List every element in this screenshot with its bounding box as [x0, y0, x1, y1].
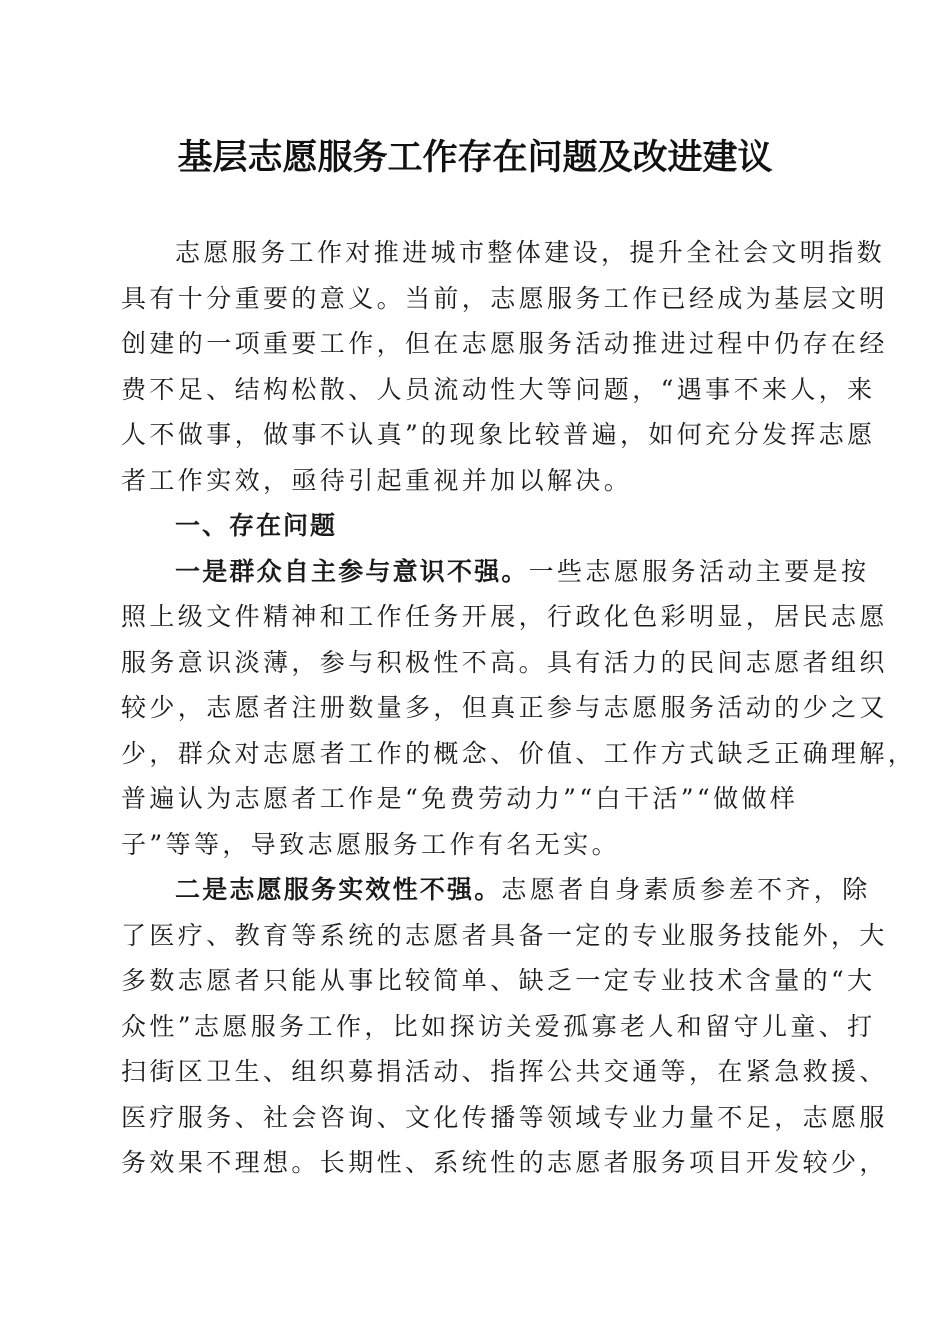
paragraph-first-rest: 一些志愿服务活动主要是按 [528, 556, 870, 586]
paragraph-line: 多数志愿者只能从事比较简单、缺乏一定专业技术含量的“大 [121, 966, 876, 995]
intro-line: 具有十分重要的意义。当前，志愿服务工作已经成为基层文明 [121, 283, 888, 313]
paragraph-lead: 一是群众自主参与意识不强。 [175, 556, 529, 586]
paragraph-line: 照上级文件精神和工作任务开展，行政化色彩明显，居民志愿 [121, 602, 888, 631]
paragraph-line: 众性”志愿服务工作，比如探访关爱孤寡老人和留守儿童、打 [121, 1011, 876, 1041]
problem-paragraph-2 [121, 867, 888, 1186]
paragraph-first-line [121, 867, 871, 913]
paragraph-lead: 二是志愿服务实效性不强。 [175, 875, 502, 904]
intro-line: 人不做事，做事不认真”的现象比较普遍，如何充分发挥志愿 [121, 420, 876, 449]
document-title: 基层志愿服务工作存在问题及改进建议 [177, 137, 773, 178]
intro-line: 志愿服务工作对推进城市整体建设，提升全社会文明指数 [175, 238, 886, 267]
paragraph-line: 较少，志愿者注册数量多，但真正参与志愿服务活动的少之又 [121, 693, 888, 722]
section-heading: 一、存在问题 [175, 511, 338, 540]
intro-line: 者工作实效，亟待引起重视并加以解决。 [121, 465, 633, 495]
paragraph-first-rest: 志愿者自身素质参差不齐，除 [501, 875, 871, 904]
paragraph-line: 务效果不理想。长期性、系统性的志愿者服务项目开发较少， [121, 1148, 888, 1177]
paragraph-first-line [121, 549, 870, 595]
paragraph-line: 扫街区卫生、组织募捐活动、指挥公共交通等，在紧急救援、 [121, 1057, 888, 1086]
problem-paragraph-1 [121, 549, 917, 868]
paragraph-line: 少，群众对志愿者工作的概念、价值、工作方式缺乏正确理解， [121, 738, 917, 768]
paragraph-line: 了医疗、教育等系统的志愿者具备一定的专业服务技能外，大 [121, 920, 888, 950]
paragraph-line: 子”等等，导致志愿服务工作有名无实。 [121, 829, 620, 859]
intro-line: 创建的一项重要工作，但在志愿服务活动推进过程中仍存在经 [121, 329, 888, 358]
paragraph-line: 医疗服务、社会咨询、文化传播等领域专业力量不足，志愿服 [121, 1102, 888, 1132]
intro-paragraph [121, 230, 888, 503]
intro-line: 费不足、结构松散、人员流动性大等问题，“遇事不来人，来 [121, 374, 876, 404]
paragraph-line: 普遍认为志愿者工作是“免费劳动力”“白干活”“做做样 [121, 784, 799, 813]
paragraph-line: 服务意识淡薄，参与积极性不高。具有活力的民间志愿者组织 [121, 647, 888, 677]
document-body [121, 230, 917, 1186]
